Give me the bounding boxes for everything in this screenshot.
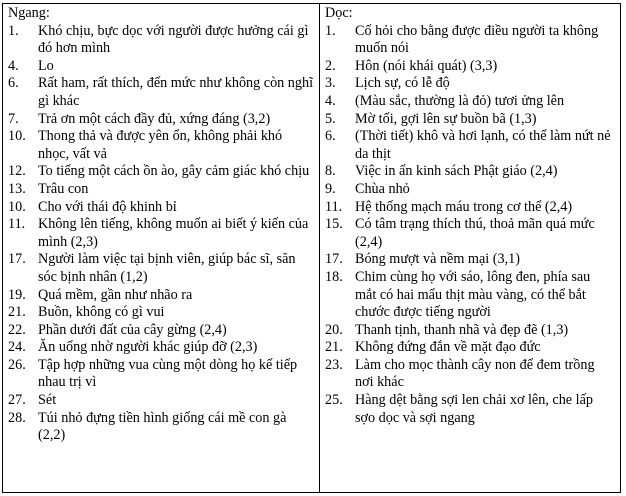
clue-text: Ăn uống nhờ người khác giúp đỡ (2,3) xyxy=(38,339,258,356)
clue-text: Thanh tịnh, thanh nhã và đẹp đẽ (1,3) xyxy=(355,321,569,338)
clue-number: 24. xyxy=(8,339,26,356)
down-column xyxy=(320,4,620,492)
clue-text: Cố hỏi cho bằng được điều người ta không muốn nói xyxy=(355,22,599,57)
across-clue-item xyxy=(8,357,314,392)
across-clue-item xyxy=(8,322,314,340)
across-clue-item xyxy=(8,251,314,286)
clue-number: 12. xyxy=(8,163,26,180)
across-clue-item xyxy=(8,339,314,357)
clue-text: Có tâm trạng thích thú, thoả mãn quá mức (2,4) xyxy=(355,216,595,250)
clue-number: 17. xyxy=(8,251,26,268)
down-heading: Dọc: xyxy=(325,5,353,21)
across-clue-item xyxy=(8,304,314,322)
clue-number: 21. xyxy=(325,339,343,356)
down-clue-item xyxy=(325,199,615,217)
across-clue-item xyxy=(8,23,314,58)
across-clue-item xyxy=(8,216,314,251)
clue-number: 21. xyxy=(8,304,26,321)
clue-number: 28. xyxy=(8,409,26,426)
across-list xyxy=(8,23,314,445)
clue-text: Bóng mượt và nềm mại (3,1) xyxy=(355,251,520,268)
clue-text: Hôn (nói khái quát) (3,3) xyxy=(355,57,498,74)
clue-text: Khó chịu, bực dọc với người được hưởng cái gì đó hơn mình xyxy=(38,22,309,57)
clue-text: Lịch sự, có lễ độ xyxy=(355,75,450,92)
clue-number: 1. xyxy=(8,22,19,39)
clue-text: Tập hợp những vua cùng một dòng họ kế tiếp nhau trị vì xyxy=(38,356,298,391)
across-clue-item xyxy=(8,392,314,410)
down-clue-item xyxy=(325,58,615,76)
clue-text: Làm cho mọc thành cây non để đem trồng nơi khác xyxy=(355,356,595,391)
clue-number: 7. xyxy=(8,110,19,127)
down-clue-item xyxy=(325,181,615,199)
down-clue-item xyxy=(325,23,615,58)
clue-text: Người làm việc tại bịnh viên, giúp bác sĩ, săn sóc bịnh nhân (1,2) xyxy=(38,251,296,285)
down-clue-item xyxy=(325,93,615,111)
clue-text: Thong thả và được yên ổn, không phải khó nhọc, vất vả xyxy=(38,128,283,162)
clues-table xyxy=(2,3,621,493)
across-clue-item xyxy=(8,199,314,217)
clue-number: 23. xyxy=(325,356,343,373)
clue-number: 27. xyxy=(8,392,26,409)
clue-text: Lo xyxy=(38,57,54,74)
clue-text: Hệ thống mạch máu trong cơ thể (2,4) xyxy=(355,198,573,215)
clue-number: 11. xyxy=(8,216,26,233)
clue-number: 26. xyxy=(8,356,26,373)
clue-number: 8. xyxy=(325,163,336,180)
clue-number: 17. xyxy=(325,251,343,268)
clue-number: 11. xyxy=(325,198,343,215)
clue-text: Không đứng đắn về mặt đạo đức xyxy=(355,339,541,356)
clue-number: 10. xyxy=(8,198,26,215)
clue-text: (Thời tiết) khô và hơi lạnh, có thể làm nứt nẻ da thịt xyxy=(355,128,611,162)
across-clue-item xyxy=(8,128,314,163)
down-clue-item xyxy=(325,357,615,392)
clue-number: 4. xyxy=(325,92,336,109)
clue-text: Túi nhỏ đựng tiền hình giống cái mề con gà (2,2) xyxy=(38,409,287,444)
across-clue-item xyxy=(8,287,314,305)
clue-text: Trả ơn một cách đầy đủ, xứng đáng (3,2) xyxy=(38,110,271,127)
across-clue-item xyxy=(8,75,314,110)
clue-number: 5. xyxy=(325,110,336,127)
across-clue-item xyxy=(8,163,314,181)
across-heading: Ngang: xyxy=(8,5,50,21)
clue-text: Rất ham, rất thích, đến mức như không còn nghĩ gì khác xyxy=(38,75,314,109)
clue-number: 2. xyxy=(325,57,336,74)
clue-text: Chim cùng họ với sáo, lông đen, phía sau mắt có hai mẩu thịt màu vàng, có thể bắt chước được tiếng người xyxy=(355,268,591,321)
down-clue-item xyxy=(325,322,615,340)
clue-text: Hàng dệt bằng sợi len chải xơ lên, che lấp sợo dọc và sợi ngang xyxy=(355,392,593,426)
clue-text: Sét xyxy=(38,392,57,409)
clue-number: 19. xyxy=(8,286,26,303)
across-clue-item xyxy=(8,410,314,445)
down-clue-item xyxy=(325,75,615,93)
down-clue-item xyxy=(325,392,615,427)
clue-number: 22. xyxy=(8,321,26,338)
clue-number: 9. xyxy=(325,180,336,197)
clue-text: To tiếng một cách ồn ào, gây cảm giác khó chịu xyxy=(38,163,310,180)
across-clue-item xyxy=(8,111,314,129)
clue-number: 6. xyxy=(325,128,336,145)
clue-number: 1. xyxy=(325,22,336,39)
clue-text: Cho với thái độ khinh bỉ xyxy=(38,198,177,215)
clue-text: (Màu sắc, thường là đỏ) tươi ửng lên xyxy=(355,92,565,109)
down-list xyxy=(325,23,615,428)
across-clue-item xyxy=(8,58,314,76)
clue-number: 20. xyxy=(325,321,343,338)
clue-number: 10. xyxy=(8,128,26,145)
clue-number: 4. xyxy=(8,57,19,74)
clue-text: Việc in ấn kinh sách Phật giáo (2,4) xyxy=(355,163,558,180)
clue-text: Không lên tiếng, không muốn ai biết ý kiến của mình (2,3) xyxy=(38,216,309,250)
across-column xyxy=(3,4,320,492)
clue-text: Trâu con xyxy=(38,180,89,197)
across-clue-item xyxy=(8,181,314,199)
clue-number: 13. xyxy=(8,180,26,197)
clue-text: Quá mềm, gần như nhão ra xyxy=(38,286,193,303)
clue-text: Chùa nhỏ xyxy=(355,180,410,197)
clue-number: 6. xyxy=(8,75,19,92)
clue-text: Buồn, không có gì vui xyxy=(38,304,165,321)
clue-number: 3. xyxy=(325,75,336,92)
clue-number: 25. xyxy=(325,392,343,409)
down-clue-item xyxy=(325,339,615,357)
clue-text: Mờ tối, gợi lên sự buồn bã (1,3) xyxy=(355,110,537,127)
down-clue-item xyxy=(325,128,615,163)
clue-number: 15. xyxy=(325,216,343,233)
down-clue-item xyxy=(325,251,615,269)
down-clue-item xyxy=(325,216,615,251)
down-clue-item xyxy=(325,111,615,129)
down-clue-item xyxy=(325,163,615,181)
down-clue-item xyxy=(325,269,615,322)
clue-number: 18. xyxy=(325,268,343,285)
clue-text: Phần dưới đất của cây gừng (2,4) xyxy=(38,321,227,338)
